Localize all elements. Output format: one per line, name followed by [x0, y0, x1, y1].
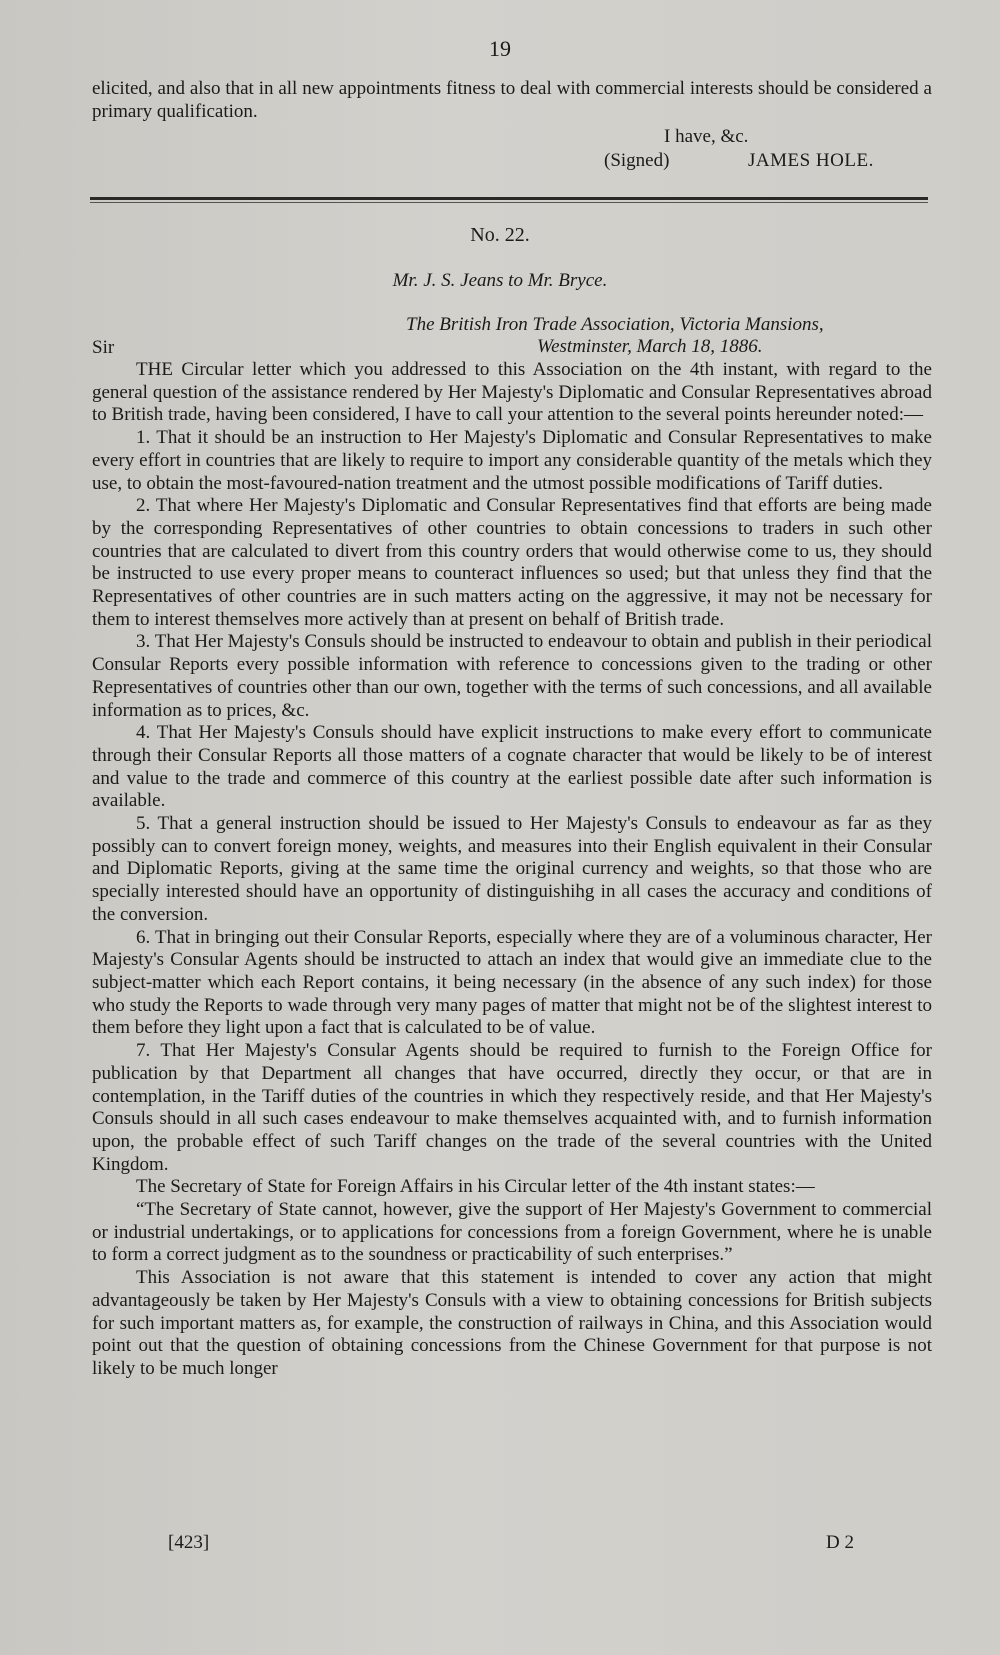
opening-text [92, 78, 932, 123]
body-paragraph: 2. That where Her Majesty's Diplomatic and Consular Representatives find that efforts are being made by the corresponding Representatives of other countries to obtain concessions to traders in such other countries that are calculated to divert from this country orders that would otherwise come to us, they should be instructed to use every proper means to counteract influences so used; but that unless they find that the Representatives of other countries are in such matters acting on the aggressive, it may not be necessary for them to interest themselves more actively than at present on behalf of British trade. [92, 495, 932, 630]
salutation: Sir [92, 337, 115, 358]
footer-sheet-mark: D 2 [826, 1532, 854, 1553]
body-paragraph: The Secretary of State for Foreign Affairs in his Circular letter of the 4th instant states:— [136, 1176, 815, 1198]
separator-rule [90, 197, 928, 200]
page-number: 19 [489, 36, 511, 61]
top-paragraph: elicited, and also that in all new appointments fitness to deal with commercial interests should be considered a primary qualification. [92, 78, 932, 122]
address-place: Westminster, [537, 336, 632, 357]
document-number: No. 22. [470, 224, 530, 246]
body-paragraph: 1. That it should be an instruction to Her Majesty's Diplomatic and Consular Representatives to make every effort in countries that are likely to require to import any considerable quantity of the metals which they use, to obtain the most-favoured-nation treatment and the utmost possible modifications of Tariff duties. [92, 427, 932, 494]
closing-text: I have, &c. [664, 126, 749, 147]
body-paragraph: 4. That Her Majesty's Consuls should have explicit instructions to make every effort to communicate through their Consular Reports all those matters of a cognate character that would be likely to be of interest and value to the trade and commerce of this country at the earliest possible date after such information is available. [92, 722, 932, 812]
letter-title: Mr. J. S. Jeans to Mr. Bryce. [392, 270, 608, 291]
quoted-statement: “The Secretary of State cannot, however, give the support of Her Majesty's Government to commercial or industrial undertakings, or to applications for concessions from a foreign Government, where he is unable to form a correct judgment as to the soundness or practicability of such enterprises.” [92, 1199, 932, 1266]
footer-signature-mark: [423] [168, 1532, 210, 1553]
letter-body [92, 359, 932, 1381]
address-line-1: The British Iron Trade Association, Victoria Mansions, [406, 314, 824, 335]
body-paragraph: 3. That Her Majesty's Consuls should be instructed to endeavour to obtain and publish in their periodical Consular Reports every possible information with reference to concessions given to the trading or other Representatives of countries other than our own, together with the terms of such concessions, and all available information as to prices, &c. [92, 631, 932, 721]
body-paragraph: 6. That in bringing out their Consular Reports, especially where they are of a voluminous character, Her Majesty's Consular Agents should be instructed to attach an index that would give an immediate clue to the subject-matter which each Report contains, it being necessary (in the absence of any such index) for those who study the Reports to wade through very many pages of matter that might not be of the slightest interest to them before they light upon a fact that is calculated to be of value. [92, 926, 932, 1039]
final-paragraph: This Association is not aware that this statement is intended to cover any action that might advantageously be taken by Her Majesty's Consuls with a view to obtaining concessions for British subjects for such important matters as, for example, the construction of railways in China, and this Association would point out that the question of obtaining concessions from the Chinese Government for that purpose is not likely to be much longer [92, 1267, 932, 1379]
address-line-2 [537, 336, 763, 358]
signed-label: (Signed) [604, 150, 670, 171]
signed-name: JAMES HOLE. [748, 150, 874, 171]
body-paragraph: 5. That a general instruction should be issued to Her Majesty's Consuls to endeavour as far as they possibly can to convert foreign money, weights, and measures into their English equivalent in their Consular and Diplomatic Reports, giving at the same time the original currency and weights, so that those who are specially interested should have an opportunity of distinguishihg in all cases the accuracy and conditions of the conversion. [92, 813, 932, 925]
letter-date: March 18, 1886. [636, 336, 763, 357]
body-paragraph: 7. That Her Majesty's Consular Agents should be required to furnish to the Foreign Office for publication by that Department all changes that have occurred, directly they occur, or that are in contemplation, in the Tariff duties of the countries in which they respectively reside, and that Her Majesty's Consuls should in all such cases endeavour to make themselves acquainted with, and to furnish information upon, the probable effect of such Tariff changes on the trade of the several countries with the United Kingdom. [92, 1040, 932, 1175]
separator-rule-thin [90, 202, 928, 203]
body-paragraph: THE Circular letter which you addressed to this Association on the 4th instant, with regard to the general question of the assistance rendered by Her Majesty's Diplomatic and Consular Representatives abroad to British trade, having been considered, I have to call your attention to the several points hereunder noted:— [92, 359, 932, 426]
